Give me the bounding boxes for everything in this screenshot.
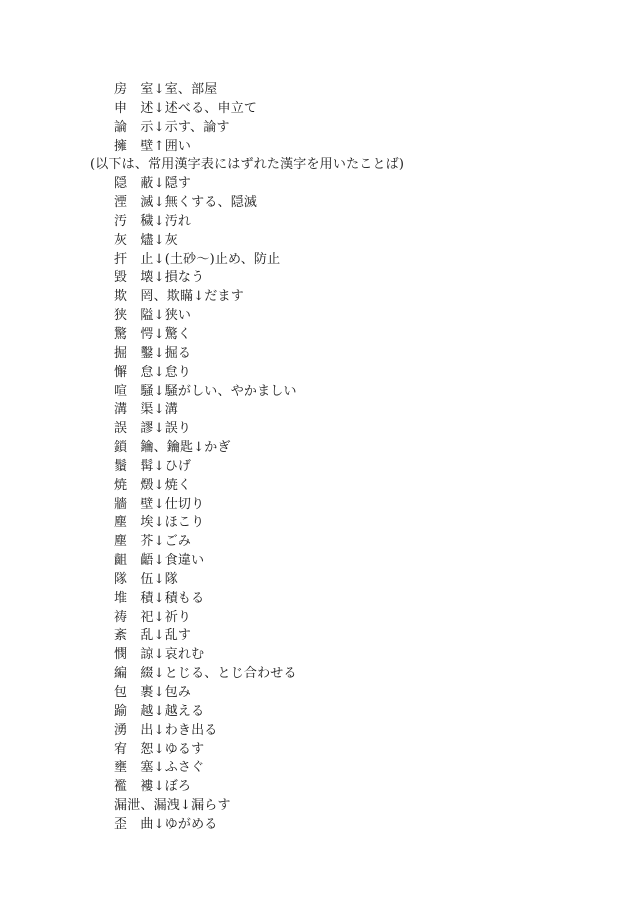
term-entry: 牆 壁↓仕切り [114, 496, 205, 512]
term-entry: 鬚 髯↓ひげ [114, 458, 192, 474]
term-entry: 塵 埃↓ほこり [114, 515, 205, 531]
term-entry: 隊 伍↓隊 [114, 571, 178, 587]
term-entry: 包 裹↓包み [114, 685, 192, 700]
term-entry: 汚 穢↓汚れ [114, 213, 192, 229]
term-entry: 襤 褸↓ぼろ [114, 779, 192, 795]
term-entry: 喧 騒↓騒がしい、やかましい [114, 383, 297, 399]
term-entry: 驚 愕↓驚く [114, 326, 192, 342]
term-entry: 欺 罔、欺瞞↓だます [114, 289, 244, 305]
term-list [90, 81, 610, 835]
term-entry: 申 述↓述べる、申立て [114, 100, 258, 116]
term-entry: 焼 燬↓焼く [114, 477, 192, 493]
term-entry: 堆 積↓積もる [114, 590, 205, 606]
term-entry: 塵 芥↓ごみ [114, 534, 192, 550]
term-entry: 祷 祀↓祈り [114, 609, 192, 625]
term-entry: 踰 越↓越える [114, 703, 205, 719]
term-entry: 隠 蔽↓隠す [114, 176, 192, 192]
term-entry: 壅 塞↓ふさぐ [114, 760, 205, 776]
term-entry: 狭 隘↓狭い [114, 308, 192, 324]
term-entry: 編 綴↓とじる、とじ合わせる [114, 666, 297, 682]
term-entry: 漏泄、漏洩↓漏らす [114, 798, 231, 814]
term-entry: 毀 壊↓損なう [114, 270, 205, 286]
term-entry: 灰 燼↓灰 [114, 232, 178, 248]
term-entry: 誤 謬↓誤り [114, 421, 192, 437]
term-entry: 房 室↓室、部屋 [114, 82, 218, 97]
term-entry: 宥 恕↓ゆるす [114, 741, 205, 757]
term-entry: 湧 出↓わき出る [114, 722, 218, 738]
term-entry: 擁 壁↑囲い [114, 138, 192, 154]
term-entry: 掘 鑿↓掘る [114, 345, 192, 361]
term-entry: 論 示↓示す、論す [114, 119, 230, 135]
term-entry: 懈 怠↓怠り [114, 364, 192, 380]
term-entry: 湮 滅↓無くする、隠滅 [114, 195, 258, 211]
term-entry: 鎖 鑰、鑰匙↓かぎ [114, 440, 231, 456]
section-note: (以下は、常用漢字表にはずれた漢字を用いたことば) [90, 157, 405, 173]
term-entry: 扞 止↓(土砂〜)止め、防止 [114, 251, 281, 267]
term-entry: 齟 齬↓食違い [114, 553, 205, 569]
term-entry: 溝 渠↓溝 [114, 402, 178, 418]
term-entry: 紊 乱↓乱す [114, 628, 192, 644]
term-entry: 憫 諒↓哀れむ [114, 647, 205, 663]
term-entry: 歪 曲↓ゆがめる [114, 816, 218, 832]
